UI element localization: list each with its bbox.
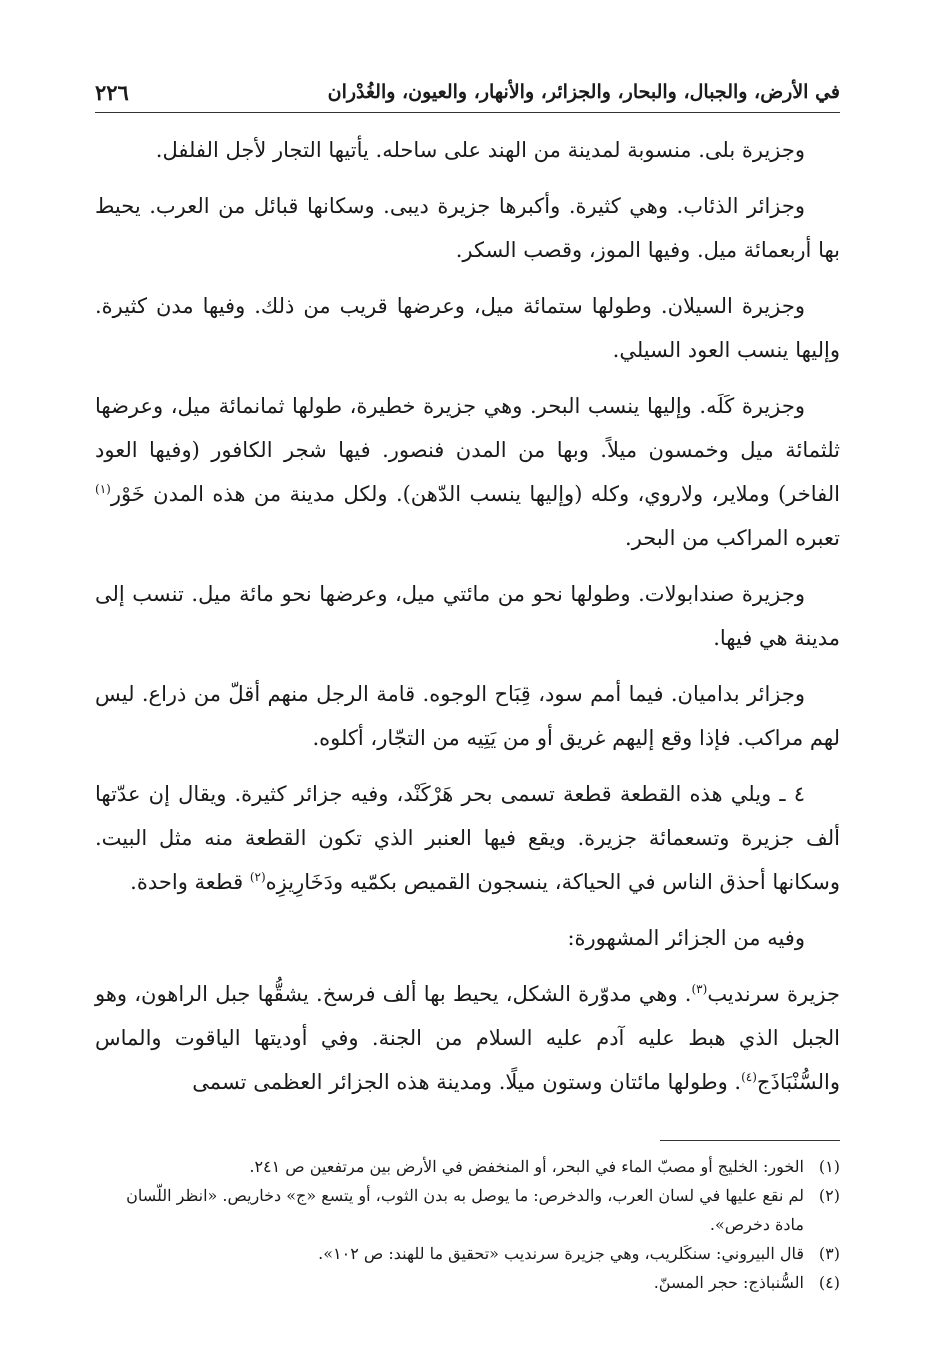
footnote-text: السُّنباذج: حجر المسنّ. [653,1273,804,1292]
footnote-number: (٣) [818,1244,840,1263]
paragraph [95,972,840,1104]
footnote-separator [660,1140,840,1141]
paragraph-text: تعبره المراكب من البحر. [625,526,840,550]
paragraph-text: قطعة واحدة. [130,870,250,894]
body-text [95,128,840,1116]
paragraph: وجزائر بداميان. فيما أمم سود، قِبَاح الوجوه. قامة الرجل منهم أقلّ من ذراع. ليس لهم مراكب. فإذا وقع إليهم غريق أو من يَتِيه من التجّار، أكلوه. [95,682,840,750]
page-number: ٢٢٦ [95,79,129,105]
paragraph: وجزيرة السيلان. وطولها ستمائة ميل، وعرضها قريب من ذلك. وفيها مدن كثيرة. وإليها ينسب العود السيلي. [95,294,840,362]
paragraph-text: ٤ ـ ويلي هذه القطعة قطعة تسمى بحر هَرْكَنْد، وفيه جزائر كثيرة. ويقال إن عدّتها ألف جزيرة وتسعمائة جزيرة. ويقع فيها العنبر الذي تكون القطعة منه مثل البيت. وسكانها أحذق الناس في الحياكة، ينسجون القميص بكمّيه ودَخَارِيزِه [95,782,840,894]
footnote [95,1268,840,1297]
page-header [95,72,840,113]
footnote-text: لم نقع عليها في لسان العرب، والدخرص: ما يوصل به بدن الثوب، أو يتسع «ج» دخاريص. «انظر اللّسان مادة دخرص». [126,1186,804,1234]
running-title: في الأرض، والجبال، والبحار، والجزائر، والأنهار، والعيون، والغُدْران [327,81,840,103]
footnote-marker: (٤) [741,1070,757,1084]
paragraph [95,384,840,560]
footnote-number: (١) [818,1157,840,1176]
footnote-marker: (١) [95,482,111,496]
footnote-marker: (٢) [249,870,266,884]
paragraph: وجزائر الذئاب. وهي كثيرة. وأكبرها جزيرة ديبى. وسكانها قبائل من العرب. يحيط بها أربعمائة ميل. وفيها الموز، وقصب السكر. [95,194,840,262]
paragraph: وجزيرة بلى. منسوبة لمدينة من الهند على ساحله. يأتيها التجار لأجل الفلفل. [155,138,805,162]
footnote-marker: (٣) [691,982,708,996]
footnote-text: الخور: الخليج أو مصبّ الماء في البحر، أو المنخفض في الأرض بين مرتفعين ص ٢٤١. [249,1157,804,1176]
footnote-number: (٤) [818,1273,840,1292]
paragraph: وجزيرة صندابولات. وطولها نحو من مائتي ميل، وعرضها نحو مائة ميل. تنسب إلى مدينة هي فيها. [95,582,840,650]
footnote [95,1152,840,1181]
footnote-number: (٢) [818,1186,840,1205]
footnote [95,1239,840,1268]
paragraph-text: وجزيرة كَلَه. وإليها ينسب البحر. وهي جزيرة خطيرة، طولها ثمانمائة ميل، وعرضها ثلثمائة ميل وخمسون ميلاً. وبها من المدن فنصور. فيها شجر الكافور (وفيها العود الفاخر) وملاير، ولاروي، وكله (وإليها ينسب الدّهن). ولكل مدينة من هذه المدن خَوْر [95,394,840,506]
paragraph: وفيه من الجزائر المشهورة: [567,926,805,950]
paragraph-text: جزيرة سرنديب [707,982,841,1006]
footnote-text: قال البيروني: سنكَلريب، وهي جزيرة سرنديب «تحقيق ما للهند: ص ١٠٢». [318,1244,804,1263]
paragraph-text: . وهي مدوّرة الشكل، يحيط بها ألف فرسخ. يشقُّها جبل الراهون، وهو الجبل الذي هبط عليه آدم عليه السلام من الجنة. وفي أوديتها الياقوت والماس والسُّنْبَاذَج [95,982,840,1094]
paragraph [95,772,840,904]
footnote [95,1181,840,1239]
paragraph-text: . وطولها مائتان وستون ميلًا. ومدينة هذه الجزائر العظمى تسمى [192,1070,742,1094]
footnotes [95,1152,840,1297]
